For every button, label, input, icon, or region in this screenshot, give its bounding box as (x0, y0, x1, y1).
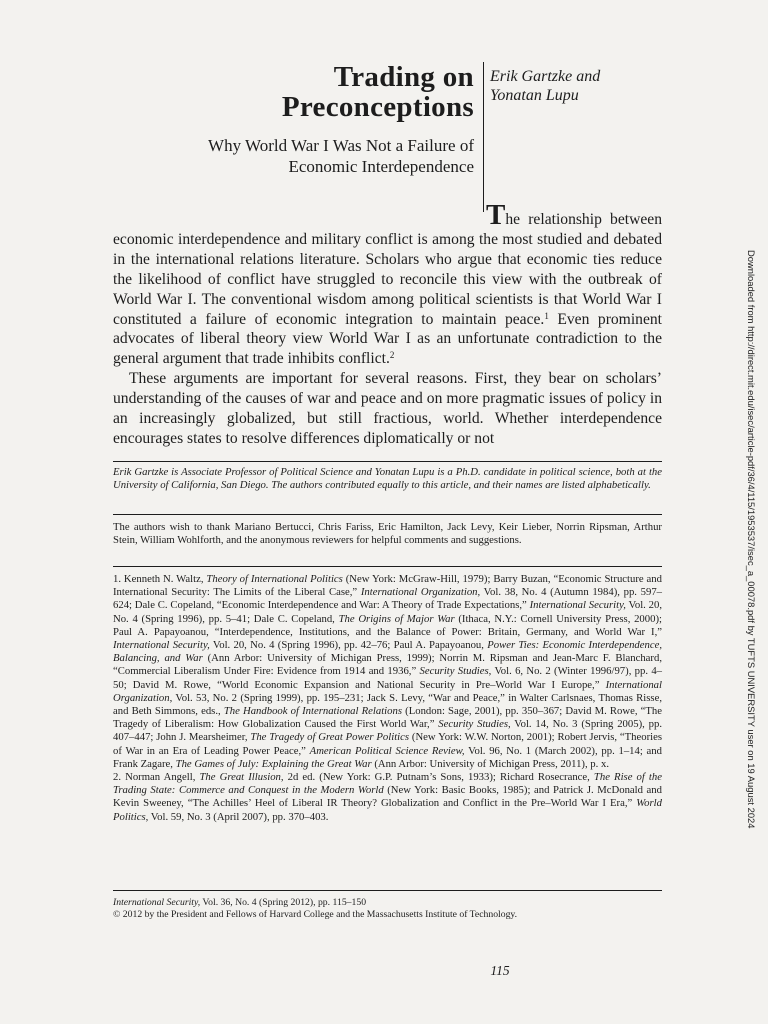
footnote-2-part: 2. Norman Angell, (113, 771, 200, 784)
footnote-1-title: American Political Science Review, (309, 744, 465, 757)
footer-journal: International Security, (113, 897, 201, 908)
download-notice[interactable]: Downloaded from http://direct.mit.edu/isec/article-pdf/36/4/115/1953537/isec_a_00078.pdf by TUFTS UNIVERSITY user on 19 August 2024 (746, 250, 757, 829)
title-line-1: Trading on (333, 61, 474, 93)
author-note-rule (113, 461, 662, 462)
footnote-1-title: International Organization, (113, 678, 662, 704)
author-line-1: Erik Gartzke and (490, 68, 601, 85)
footnote-2-title: The Great Illusion, (199, 771, 284, 784)
body-text (113, 199, 662, 449)
footnote-1-title: Theory of International Politics (206, 573, 343, 585)
footnote-ref-1[interactable]: 1 (544, 310, 549, 321)
subtitle-line-2: Economic Interdependence (288, 157, 474, 176)
footnote-2-title: World Politics, (113, 797, 662, 823)
footnote-1-title: The Tragedy of Great Power Politics (250, 731, 410, 744)
footnote-1-part: (New York: W.W. Norton, 2001); Robert Jervis, “Theories of War in an Era of Leading Power Peace,” (113, 731, 662, 757)
footnote-1-title: The Handbook of International Relations (223, 705, 402, 718)
drop-cap: T (486, 199, 506, 231)
author-line-2: Yonatan Lupu (490, 87, 579, 104)
subtitle-line-1: Why World War I Was Not a Failure of (208, 136, 474, 155)
footnotes-rule (113, 566, 662, 567)
paragraph-1 (113, 199, 662, 369)
footnote-1-part: (Ithaca, N.Y.: Cornell University Press, 2000); Paul A. Papayoanou, “Interdependence, Institutions, and the Balance of Power: Britain, Germany, and World War I,” (113, 612, 662, 638)
footnote-1 (113, 573, 662, 771)
footnote-1-title: The Games of July: Explaining the Great War (175, 757, 372, 770)
footnote-1-part: (London: Sage, 2001), pp. 350–367; David M. Rowe, “The Tragedy of Liberalism: How Globalization Caused the First World War,” (113, 705, 663, 731)
footer-rule (113, 890, 662, 891)
footnotes (113, 573, 662, 824)
footer-copyright: © 2012 by the President and Fellows of Harvard College and the Massachusetts Institute of Technology. (113, 909, 518, 920)
footnote-1-title: International Security, (113, 639, 210, 652)
title-line-2: Preconceptions (281, 91, 474, 123)
footnote-2 (113, 771, 662, 824)
footnote-1-part: Vol. 53, No. 2 (Spring 1999), pp. 195–231; Jack S. Levy, “War and Peace,” in Walter Carlsnaes, Thomas Risse, and Beth Simmons, eds., (113, 691, 662, 718)
acknowledgments: The authors wish to thank Mariano Bertucci, Chris Fariss, Eric Hamilton, Jack Levy, Keir Lieber, Norrin Ripsman, Arthur Stein, William Wohlforth, and the anonymous reviewers for helpful comments and suggestions. (113, 521, 662, 547)
title-divider (483, 62, 484, 212)
footnote-2-title: The Rise of the Trading State: Commerce and Conquest in the Modern World (113, 771, 662, 797)
article-title (154, 62, 474, 122)
footnote-2-part: (New York: Basic Books, 1985); and Patrick J. McDonald and Kevin Sweeney, “The Achilles’ Heel of Liberal IR Theory? Globalization and Conflict in the Pre–World War I Era,” (113, 784, 662, 810)
paragraph-1-text-a: he relationship between economic interdependence and military conflict is among the most studied and debated in the international relations literature. Scholars who argue that economic ties reduce the likelihood of conflict have struggled to reconcile this view with the outbreak of World War I. The conventional wisdom among political scientists is that World War I constituted a failure of economic integration to maintain peace. (113, 211, 662, 328)
page-number: 115 (490, 963, 510, 978)
footnote-2-part: Vol. 59, No. 3 (April 2007), pp. 370–403. (148, 810, 329, 823)
footnote-1-title: International Organization, (360, 586, 481, 599)
footnote-1-part: Vol. 38, No. 4 (Autumn 1984), pp. 597–624; Dale C. Copeland, “Economic Interdependence and War: A Theory of Trade Expectations,” (113, 586, 663, 612)
footnote-1-title: Security Studies, (438, 718, 511, 731)
footnote-1-part: Vol. 6, No. 2 (Winter 1996/97), pp. 4–50; David M. Rowe, “World Economic Expansion and National Security in Pre–World War I Europe,” (113, 665, 663, 691)
footer-citation (113, 897, 662, 909)
footnote-1-title: International Security, (529, 599, 626, 612)
article-authors (490, 67, 680, 105)
author-note: Erik Gartzke is Associate Professor of Political Science and Yonatan Lupu is a Ph.D. candidate in political science, both at the University of California, San Diego. The authors contributed equally to this article, and their names are listed alphabetically. (113, 466, 662, 492)
footnote-1-part: 1. Kenneth N. Waltz, (113, 573, 207, 585)
footnote-2-part: 2d ed. (New York: G.P. Putnam’s Sons, 1933); Richard Rosecrance, (283, 771, 594, 784)
footnote-1-part: Vol. 96, No. 1 (March 2002), pp. 1–14; and Frank Zagare, (113, 744, 662, 770)
page-footer (113, 897, 662, 921)
footnote-1-title: The Origins of Major War (338, 612, 455, 625)
footnote-1-part: (Ann Arbor: University of Michigan Press, 2011), p. x. (371, 757, 610, 770)
footnote-1-part: Vol. 14, No. 3 (Spring 2005), pp. 407–447; John J. Mearsheimer, (113, 718, 662, 744)
footer-volume: Vol. 36, No. 4 (Spring 2012), pp. 115–150 (200, 897, 367, 908)
footnote-1-title: Security Studies, (419, 665, 492, 678)
paragraph-2: These arguments are important for several reasons. First, they bear on scholars’ understanding of the causes of war and peace and on more pragmatic issues of policy in an increasingly globalized, but still fractious, world. Whether interdependence encourages states to resolve differences diplomatically or not (113, 370, 662, 447)
footnote-1-part: (New York: McGraw-Hill, 1979); Barry Buzan, “Economic Structure and International Security: The Limits of the Liberal Case,” (113, 573, 662, 599)
paragraph-1-text-b: Even prominent advocates of liberal theory view World War I as an unfortunate contradiction to the general argument that trade inhibits conflict. (113, 310, 662, 368)
footnote-1-title: Power Ties: Economic Interdependence, Balancing, and War (113, 639, 663, 665)
acknowledgments-rule (113, 514, 662, 515)
footnote-1-part: (Ann Arbor: University of Michigan Press, 1999); Norrin M. Ripsman and Jean-Marc F. Blanchard, “Commercial Liberalism Under Fire: Evidence from 1914 and 1936,” (113, 652, 662, 678)
footnote-1-part: Vol. 20, No. 4 (Spring 1996), pp. 42–76; Paul A. Papayoanou, (209, 639, 488, 652)
footnote-1-part: Vol. 20, No. 4 (Spring 1996), pp. 5–41; Dale C. Copeland, (113, 599, 663, 625)
article-subtitle (94, 135, 474, 177)
footnote-ref-2[interactable]: 2 (389, 350, 395, 361)
